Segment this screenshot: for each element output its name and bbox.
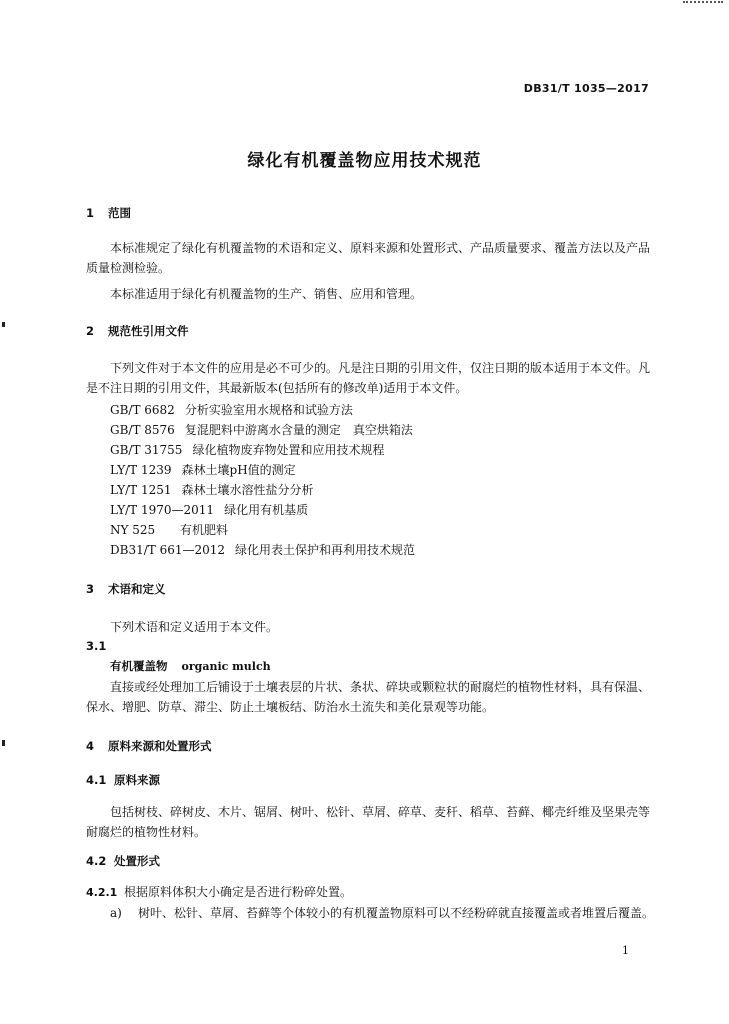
term-english: organic mulch	[181, 660, 271, 673]
section-heading-1	[86, 205, 131, 221]
clause-number: 4.2.1	[86, 886, 118, 899]
section-title: 范围	[108, 206, 131, 220]
reference-code: LY/T 1970—2011	[110, 503, 215, 517]
reference-title: 分析实验室用水规格和试验方法	[184, 403, 353, 417]
paragraph: 本标准适用于绿化有机覆盖物的生产、销售、应用和管理。	[110, 287, 423, 301]
document-code: DB31/T 1035—2017	[523, 82, 649, 95]
reference-item	[110, 421, 413, 438]
document-title: 绿化有机覆盖物应用技术规范	[247, 151, 482, 171]
reference-item	[110, 401, 353, 418]
section-title: 规范性引用文件	[108, 324, 189, 338]
paragraph: 包括树枝、碎树皮、木片、锯屑、树叶、松针、草屑、碎草、麦秆、稻草、苔藓、椰壳纤维及坚果壳等耐腐烂的植物性材料。	[86, 805, 651, 839]
reference-code: DB31/T 661—2012	[110, 543, 226, 557]
definition-text: 直接或经处理加工后铺设于土壤表层的片状、条状、碎块或颗粒状的耐腐烂的植物性材料，具有保温、保水、增肥、防草、滞尘、防止土壤板结、防治水土流失和美化景观等功能。	[86, 680, 651, 714]
clause-text: 根据原料体积大小确定是否进行粉碎处置。	[124, 885, 353, 899]
reference-code: GB/T 31755	[110, 443, 183, 457]
subsection-number: 4.2	[86, 854, 107, 868]
section-number: 2	[86, 324, 95, 338]
section-heading-2	[86, 323, 189, 339]
reference-title: 森林土壤pH值的测定	[181, 463, 296, 477]
reference-item	[110, 481, 314, 498]
subsection-heading-4-1	[86, 772, 160, 788]
scan-edge-mark	[2, 740, 5, 746]
section-heading-3	[86, 581, 166, 597]
subsection-number: 4.1	[86, 773, 107, 787]
reference-code: LY/T 1239	[110, 463, 172, 477]
section-title: 原料来源和处置形式	[108, 739, 212, 753]
reference-code: GB/T 8576	[110, 423, 175, 437]
reference-item	[110, 501, 308, 518]
list-item-text: 树叶、松针、草屑、苔藓等个体较小的有机覆盖物原料可以不经粉碎就直接覆盖或者堆置后覆盖。	[138, 906, 655, 920]
reference-code: LY/T 1251	[110, 483, 172, 497]
section-heading-4	[86, 738, 212, 754]
reference-code: GB/T 6682	[110, 403, 175, 417]
subsection-number: 3.1	[86, 639, 107, 653]
reference-title: 绿化植物废弃物处置和应用技术规程	[192, 443, 385, 457]
page-number: 1	[622, 944, 629, 957]
section-number: 3	[86, 582, 95, 596]
term-chinese: 有机覆盖物	[110, 659, 168, 673]
clause-4-2-1	[86, 882, 352, 903]
reference-item	[110, 541, 415, 558]
subsection-title: 处置形式	[114, 854, 160, 868]
subsection-heading-4-2	[86, 853, 160, 869]
section-title: 术语和定义	[108, 582, 166, 596]
reference-title: 绿化用表土保护和再利用技术规范	[235, 543, 416, 557]
reference-item	[110, 521, 228, 538]
term-entry	[110, 656, 271, 677]
reference-title: 有机肥料	[180, 523, 229, 537]
reference-title: 绿化用有机基质	[224, 503, 309, 517]
reference-title: 森林土壤水溶性盐分分析	[181, 483, 314, 497]
reference-code: NY 525	[110, 523, 156, 537]
scan-edge-mark	[683, 1, 723, 5]
subsection-title: 原料来源	[114, 773, 160, 787]
section-number: 4	[86, 739, 95, 753]
section-number: 1	[86, 206, 95, 220]
paragraph: 下列文件对于本文件的应用是必不可少的。凡是注日期的引用文件，仅注日期的版本适用于本文件。凡是不注日期的引用文件，其最新版本(包括所有的修改单)适用于本文件。	[86, 361, 651, 395]
paragraph: 下列术语和定义适用于本文件。	[110, 620, 279, 634]
reference-item	[110, 461, 296, 478]
paragraph: 本标准规定了绿化有机覆盖物的术语和定义、原料来源和处置形式、产品质量要求、覆盖方法以及产品质量检测检验。	[86, 241, 651, 275]
reference-item	[110, 441, 384, 458]
list-label: a)	[110, 906, 122, 920]
reference-title: 复混肥料中游离水含量的测定 真空烘箱法	[184, 423, 413, 437]
scan-edge-mark	[2, 322, 5, 327]
list-item-a	[110, 903, 138, 923]
